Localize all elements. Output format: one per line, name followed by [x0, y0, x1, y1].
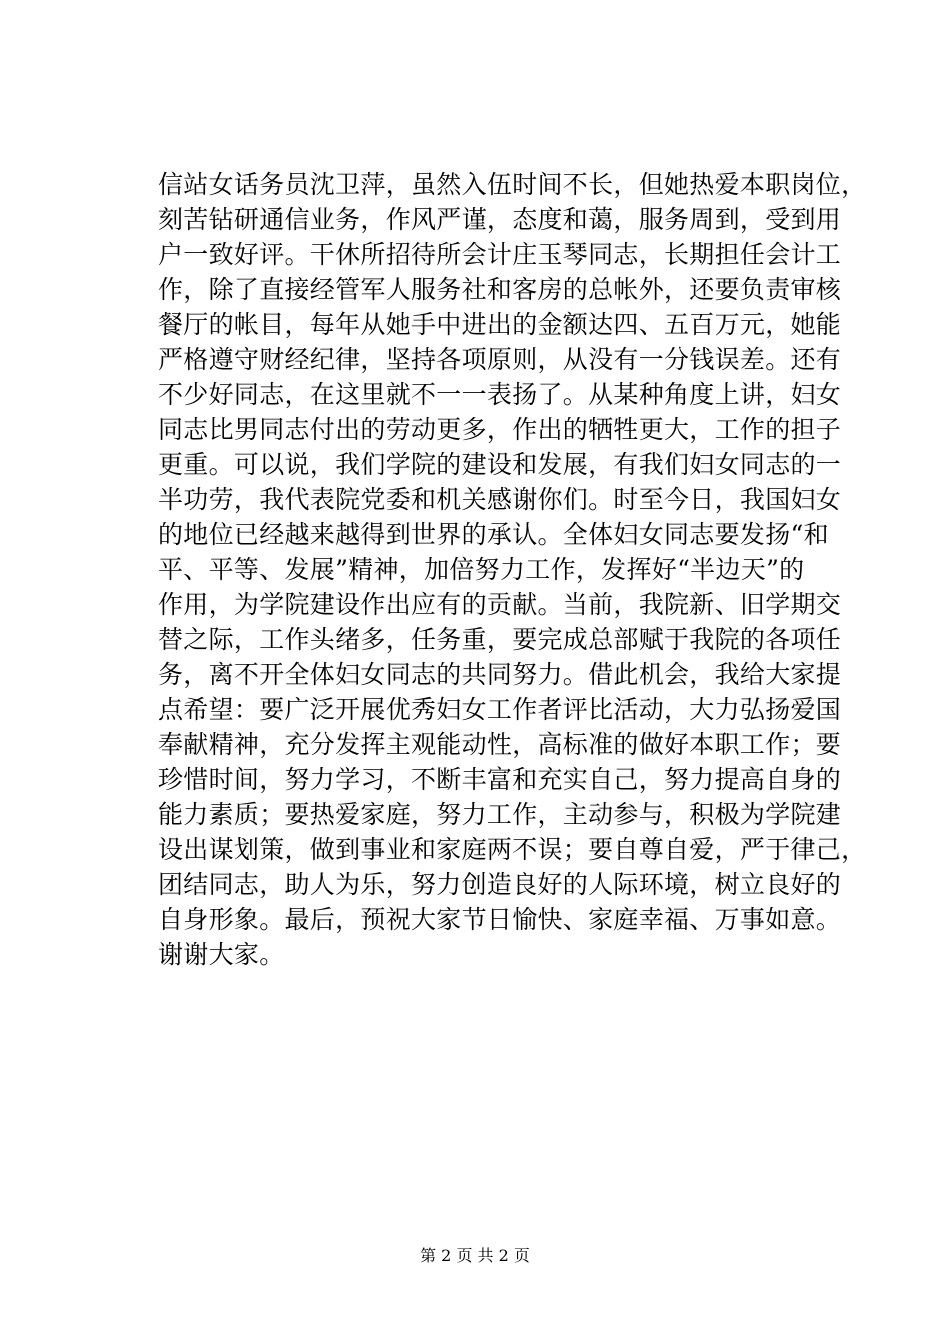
- text-line: 严格遵守财经纪律，坚持各项原则，从没有一分钱误差。还有: [158, 345, 842, 374]
- text-line: 作用，为学院建设作出应有的贡献。当前，我院新、旧学期交: [158, 590, 842, 619]
- text-line: 餐厅的帐目，每年从她手中进出的金额达四、五百万元，她能: [158, 310, 842, 339]
- text-line: 作，除了直接经管军人服务社和客房的总帐外，还要负责审核: [158, 275, 842, 304]
- text-line: 的地位已经越来越得到世界的承认。全体妇女同志要发扬“和: [158, 520, 829, 549]
- text-line: 点希望：要广泛开展优秀妇女工作者评比活动，大力弘扬爱国: [158, 695, 842, 724]
- text-line: 团结同志，助人为乐，努力创造良好的人际环境，树立良好的: [158, 870, 842, 899]
- text-line: 设出谋划策，做到事业和家庭两不误；要自尊自爱，严于律己，: [158, 835, 867, 864]
- text-line: 替之际，工作头绪多，任务重，要完成总部赋于我院的各项任: [158, 625, 842, 654]
- text-line: 半功劳，我代表院党委和机关感谢你们。时至今日，我国妇女: [158, 485, 842, 514]
- text-line: 刻苦钻研通信业务，作风严谨，态度和蔼，服务周到，受到用: [158, 205, 842, 234]
- text-line: 务，离不开全体妇女同志的共同努力。借此机会，我给大家提: [158, 660, 842, 689]
- text-line: 自身形象。最后，预祝大家节日愉快、家庭幸福、万事如意。: [158, 905, 842, 934]
- body-text: [158, 167, 867, 972]
- text-line: 同志比男同志付出的劳动更多，作出的牺牲更大，工作的担子: [158, 415, 842, 444]
- text-line: 信站女话务员沈卫萍，虽然入伍时间不长，但她热爱本职岗位，: [158, 170, 867, 199]
- text-line: 不少好同志，在这里就不一一表扬了。从某种角度上讲，妇女: [158, 380, 842, 409]
- page-number-footer: 第 2 页 共 2 页: [420, 1246, 530, 1265]
- text-line: 更重。可以说，我们学院的建设和发展，有我们妇女同志的一: [158, 450, 842, 479]
- text-line: 珍惜时间，努力学习，不断丰富和充实自己，努力提高自身的: [158, 765, 842, 794]
- text-line: 能力素质；要热爱家庭，努力工作，主动参与，积极为学院建: [158, 800, 842, 829]
- text-line: 户一致好评。干休所招待所会计庄玉琴同志，长期担任会计工: [158, 240, 842, 269]
- text-line: 谢谢大家。: [158, 940, 285, 969]
- text-line: 平、平等、发展”精神，加倍努力工作，发挥好“半边天”的: [158, 555, 805, 584]
- text-line: 奉献精神，充分发挥主观能动性，高标准的做好本职工作；要: [158, 730, 842, 759]
